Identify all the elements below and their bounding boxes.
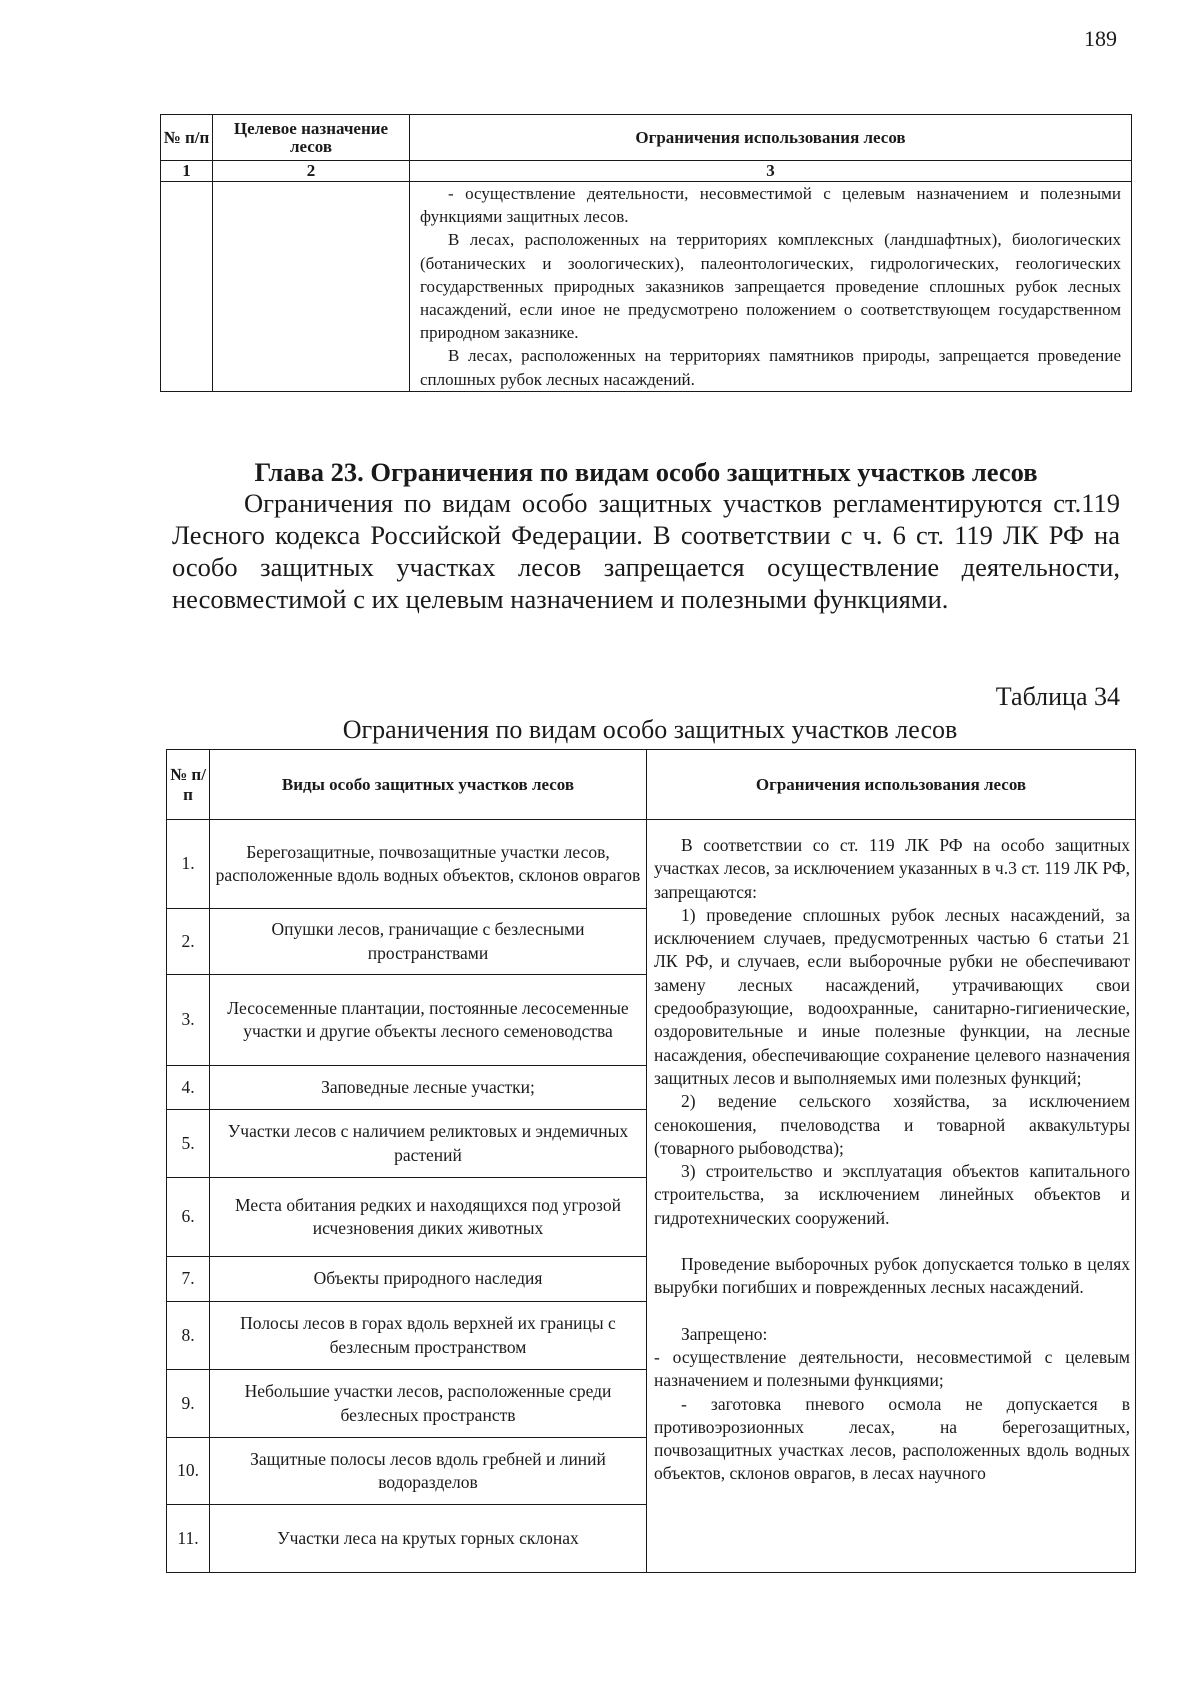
- row-number: 4.: [167, 1066, 210, 1110]
- restriction-item: 2) ведение сельского хозяйства, за исключением сенокошения, пчеловодства и товарной аквакультуры (товарного рыбоводства);: [654, 1091, 1130, 1158]
- area-kind: Опушки лесов, граничащие с безлесными пространствами: [210, 909, 647, 975]
- table-row: [161, 182, 1132, 392]
- chapter-heading: Глава 23. Ограничения по видам особо защитных участков лесов: [254, 457, 1038, 487]
- area-kind: Участки лесов с наличием реликтовых и эндемичных растений: [210, 1110, 647, 1178]
- restriction-paragraph: В лесах, расположенных на территориях комплексных (ландшафтных), биологических (ботанических и зоологических), палеонтологических, гидрологических, геологических государственных природных заказников запрещается проведение сплошных рубок лесных насаждений, если иное не предусмотрено положением о соответствующем государственном природном заказнике.: [420, 230, 1121, 343]
- restrictions-cell: [410, 182, 1132, 392]
- area-kind: Объекты природного наследия: [210, 1257, 647, 1302]
- area-kind: Места обитания редких и находящихся под угрозой исчезновения диких животных: [210, 1178, 647, 1257]
- table-number: Таблица 34: [995, 682, 1120, 711]
- restriction-intro: В соответствии со ст. 119 ЛК РФ на особо защитных участках лесов, за исключением указанных в ч.3 ст. 119 ЛК РФ, запрещаются:: [654, 835, 1130, 902]
- row-number: 9.: [167, 1370, 210, 1438]
- forbidden-item: - заготовка пневого осмола не допускается в противоэрозионных лесах, на берегозащитных, почвозащитных участках лесов, расположенных вдоль водных объектов, склонов оврагов, в лесах научного: [654, 1393, 1130, 1484]
- area-kind: Заповедные лесные участки;: [210, 1066, 647, 1110]
- empty-cell: [213, 182, 410, 392]
- header-restrictions: Ограничения использования лесов: [647, 750, 1136, 820]
- table-header-row: [161, 115, 1132, 161]
- row-number: 10.: [167, 1438, 210, 1505]
- row-number: 11.: [167, 1505, 210, 1573]
- area-kind: Защитные полосы лесов вдоль гребней и линий водоразделов: [210, 1438, 647, 1505]
- row-number: 2.: [167, 909, 210, 975]
- column-number: 1: [161, 161, 213, 182]
- body-paragraph: Ограничения по видам особо защитных участков регламентируются ст.119 Лесного кодекса Российской Федерации. В соответствии с ч. 6 ст. 119 ЛК РФ на особо защитных участках лесов запрещается осуществление деятельности, несовместимой с их целевым назначением и полезными функциями.: [172, 488, 1120, 614]
- column-number: 2: [213, 161, 410, 182]
- area-kind: Небольшие участки лесов, расположенные среди безлесных пространств: [210, 1370, 647, 1438]
- row-number: 8.: [167, 1302, 210, 1370]
- row-number: 1.: [167, 820, 210, 909]
- forbidden-item: - осуществление деятельности, несовместимой с целевым назначением и полезными функциями;: [654, 1346, 1130, 1391]
- header-number: № п/п: [167, 750, 210, 820]
- restriction-paragraph: - осуществление деятельности, несовместимой с целевым назначением и полезными функциями защитных лесов.: [420, 184, 1121, 227]
- empty-cell: [161, 182, 213, 392]
- header-purpose: Целевое назначение лесов: [213, 115, 410, 161]
- area-kind: Полосы лесов в горах вдоль верхней их границы с безлесным пространством: [210, 1302, 647, 1370]
- continued-restrictions-table: [160, 114, 1132, 392]
- header-kinds: Виды особо защитных участков лесов: [210, 750, 647, 820]
- forbidden-title: Запрещено:: [681, 1323, 768, 1344]
- row-number: 6.: [167, 1178, 210, 1257]
- column-number-row: [161, 161, 1132, 182]
- header-number: № п/п: [161, 115, 213, 161]
- page-number: 189: [1084, 26, 1117, 51]
- restrictions-cell: [647, 820, 1136, 1573]
- selective-felling-note: Проведение выборочных рубок допускается только в целях вырубки погибших и поврежденных лесных насаждений.: [654, 1254, 1130, 1298]
- restriction-item: 3) строительство и эксплуатация объектов капитального строительства, за исключением линейных объектов и гидротехнических сооружений.: [654, 1161, 1130, 1228]
- row-number: 5.: [167, 1110, 210, 1178]
- area-kind: Берегозащитные, почвозащитные участки лесов, расположенные вдоль водных объектов, склонов оврагов: [210, 820, 647, 909]
- table-header-row: [167, 750, 1136, 820]
- protective-areas-table: [166, 749, 1136, 1573]
- row-number: 7.: [167, 1257, 210, 1302]
- restriction-paragraph: В лесах, расположенных на территориях памятников природы, запрещается проведение сплошных рубок лесных насаждений.: [420, 346, 1121, 389]
- header-restrictions: Ограничения использования лесов: [410, 115, 1132, 161]
- restriction-item: 1) проведение сплошных рубок лесных насаждений, за исключением случаев, предусмотренных частью 6 статьи 21 ЛК РФ, и случаев, если выборочные рубки не обеспечивают замену лесных насаждений, утрачивающих свои средообразующие, водоохранные, санитарно-гигиенические, оздоровительные и иные полезные функции, на лесные насаждения, обеспечивающие сохранение целевого назначения защитных лесов и выполняемых ими полезных функций;: [654, 904, 1130, 1088]
- row-number: 3.: [167, 975, 210, 1066]
- table-row: [167, 820, 1136, 909]
- table-title: Ограничения по видам особо защитных участков лесов: [342, 715, 958, 744]
- area-kind: Участки леса на крутых горных склонах: [210, 1505, 647, 1573]
- column-number: 3: [410, 161, 1132, 182]
- area-kind: Лесосеменные плантации, постоянные лесосеменные участки и другие объекты лесного семеноводства: [210, 975, 647, 1066]
